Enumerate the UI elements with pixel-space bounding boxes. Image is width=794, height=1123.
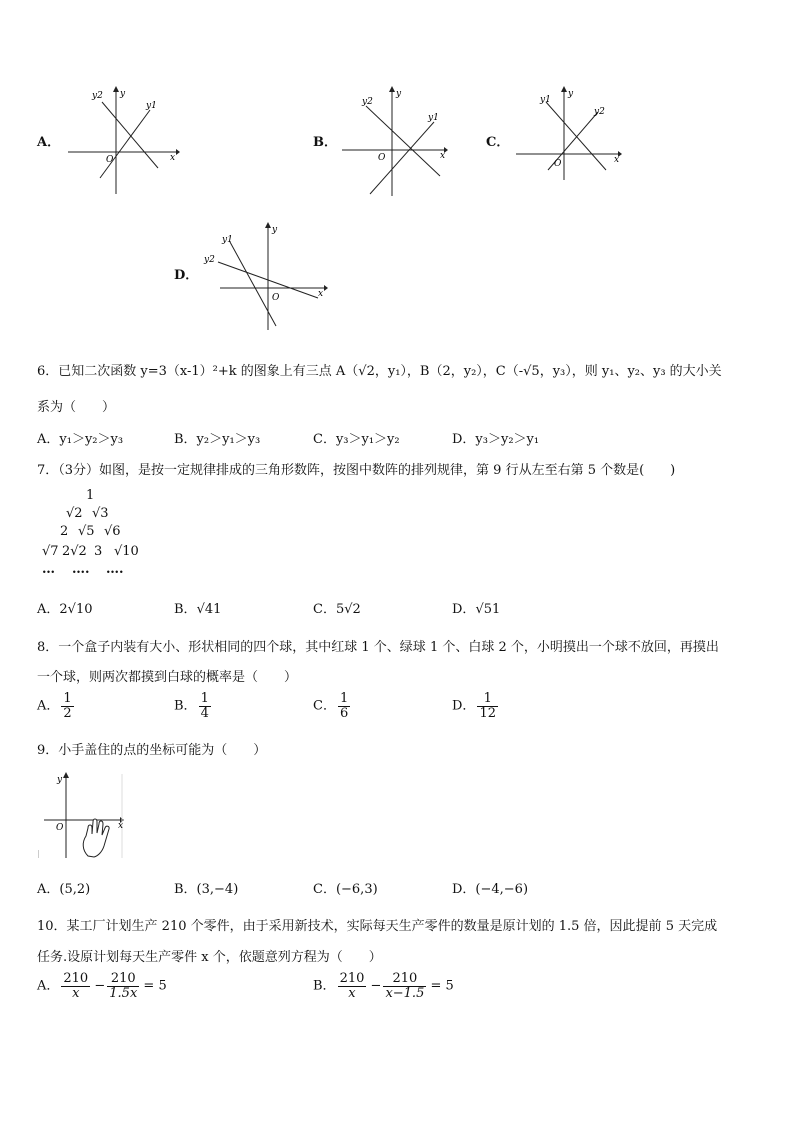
q10-stem-line2: 任务.设原计划每天生产零件 x 个，依题意列方程为（ ）: [37, 950, 382, 965]
y-axis-label: y: [120, 89, 126, 99]
origin-label: O: [106, 155, 114, 165]
fraction: $\frac{210}{x-1.5}$: [385, 971, 425, 1001]
q5-option-d-label: D．: [174, 268, 199, 283]
triangle-ellipsis: ….: [72, 562, 90, 577]
q8-option-a[interactable]: [37, 692, 74, 720]
y2-label: y2: [362, 97, 373, 107]
triangle-cell: √7: [42, 544, 59, 559]
q8-option-b-label: B．: [174, 698, 197, 714]
fraction: $\frac{210}{1.5x}$: [109, 971, 138, 1001]
triangle-cell: 2√2: [62, 544, 87, 559]
q8-option-c[interactable]: [313, 692, 350, 720]
q5-graph-c: [514, 86, 626, 182]
q10-option-a[interactable]: [37, 972, 167, 1000]
triangle-cell: √3: [92, 506, 109, 521]
q9-option-d[interactable]: D．(−4,−6): [452, 882, 529, 897]
q8-stem-line1: 8．一个盒子内装有大小、形状相同的四个球，其中红球 1 个、绿球 1 个、白球 2 个，小明摸出一个球不放回，再摸出: [37, 640, 719, 655]
q6-stem-line1: 6．已知二次函数 y=3（x-1）²+k 的图象上有三点 A（√2，y₁），B（2，y₂），C（-√5，y₃），则 y₁、y₂、y₃ 的大小关: [37, 364, 722, 379]
y-axis-label: y: [272, 225, 278, 235]
triangle-cell: √5: [78, 524, 95, 539]
triangle-ellipsis: …: [42, 562, 55, 577]
q6-stem-line2: 系为（ ）: [37, 400, 116, 415]
minus-sign: −: [370, 978, 382, 994]
hand-icon: [83, 819, 109, 857]
q9-option-a[interactable]: A．(5,2): [37, 882, 91, 897]
y-axis-label: y: [396, 89, 402, 99]
q10-stem-line1: 10．某工厂计划生产 210 个零件，由于采用新技术，实际每天生产零件的数量是原计划的 1.5 倍，因此提前 5 天完成: [37, 919, 718, 934]
q7-number-triangle: [40, 488, 150, 580]
q8-option-d-label: D．: [452, 698, 476, 714]
y2-label: y2: [92, 91, 103, 101]
origin-label: O: [554, 159, 562, 169]
q10-option-b[interactable]: [313, 972, 454, 1000]
q5-graph-a: [66, 86, 180, 196]
q7-option-d-value: √51: [475, 602, 501, 617]
q9-option-c[interactable]: C．(−6,3): [313, 882, 378, 897]
q7-option-a[interactable]: [37, 598, 93, 617]
q6-option-b[interactable]: B．y₂＞y₁＞y₃: [174, 432, 261, 447]
y1-label: y1: [146, 101, 157, 111]
fraction: $\frac{210}{x}$: [339, 971, 365, 1001]
q8-option-b[interactable]: [174, 692, 211, 720]
q9-option-b[interactable]: B．(3,−4): [174, 882, 239, 897]
q6-option-d[interactable]: D．y₃＞y₂＞y₁: [452, 432, 540, 447]
q6-option-c[interactable]: C．y₃＞y₁＞y₂: [313, 432, 400, 447]
triangle-cell: √10: [114, 544, 139, 559]
q7-option-b-label: B．: [174, 602, 197, 617]
triangle-cell: 1: [86, 488, 95, 503]
q5-option-c-label: C．: [486, 135, 510, 150]
origin-label: O: [272, 293, 280, 303]
q7-stem: 7．（3分）如图，是按一定规律排成的三角形数阵，按图中数阵的排列规律，第 9 行从左至右第 5 个数是( ): [37, 463, 676, 478]
y1-label: y1: [428, 113, 439, 123]
q8-option-a-label: A．: [37, 698, 60, 714]
fraction: $\frac{210}{x}$: [63, 971, 89, 1001]
x-axis-label: x: [614, 155, 620, 165]
triangle-ellipsis: ….: [106, 562, 124, 577]
q7-option-c-label: C．: [313, 602, 336, 617]
q5-graph-b: [340, 86, 452, 198]
x-axis-label: x: [170, 153, 176, 163]
fraction: $\frac{1}{6}$: [339, 691, 349, 721]
fraction: $\frac{1}{4}$: [200, 691, 209, 721]
q9-stem: 9．小手盖住的点的坐标可能为（ ）: [37, 743, 267, 758]
x-axis-label: x: [118, 821, 124, 831]
triangle-cell: 3: [94, 544, 103, 559]
origin-label: O: [378, 153, 386, 163]
q8-stem-line2: 一个球，则两次都摸到白球的概率是（ ）: [37, 670, 298, 685]
q9-coordinate-figure: [38, 770, 130, 862]
q7-option-b[interactable]: [174, 598, 221, 617]
equation-rhs: = 5: [430, 978, 454, 994]
y2-label: y2: [204, 255, 215, 265]
q5-graph-d: [200, 222, 332, 334]
q7-option-a-label: A．: [37, 602, 60, 617]
x-axis-label: x: [440, 151, 446, 161]
q10-option-a-label: A．: [37, 978, 60, 994]
q10-option-b-label: B．: [313, 978, 336, 994]
q7-option-d[interactable]: [452, 598, 500, 617]
q7-option-c[interactable]: [313, 598, 361, 617]
q5-option-b-label: B．: [313, 135, 337, 150]
origin-label: O: [56, 823, 64, 833]
y1-label: y1: [222, 235, 233, 245]
q7-option-b-value: √41: [196, 602, 222, 617]
equation-rhs: = 5: [143, 978, 167, 994]
q8-option-c-label: C．: [313, 698, 336, 714]
y1-label: y1: [540, 95, 551, 105]
triangle-cell: 2: [60, 524, 69, 539]
q8-option-d[interactable]: [452, 692, 498, 720]
q7-option-d-label: D．: [452, 602, 476, 617]
q6-option-a[interactable]: A．y₁＞y₂＞y₃: [37, 432, 124, 447]
q7-option-c-value: 5√2: [335, 602, 361, 617]
y2-label: y2: [594, 107, 605, 117]
triangle-cell: √2: [66, 506, 83, 521]
triangle-cell: √6: [104, 524, 121, 539]
y-axis-label: y: [57, 775, 63, 785]
x-axis-label: x: [318, 289, 324, 299]
q7-option-a-value: 2√10: [59, 602, 93, 617]
minus-sign: −: [94, 978, 106, 994]
fraction: $\frac{1}{2}$: [63, 691, 72, 721]
q5-option-a-label: A．: [37, 135, 61, 150]
fraction: $\frac{1}{12}$: [479, 691, 496, 721]
y-axis-label: y: [568, 89, 574, 99]
